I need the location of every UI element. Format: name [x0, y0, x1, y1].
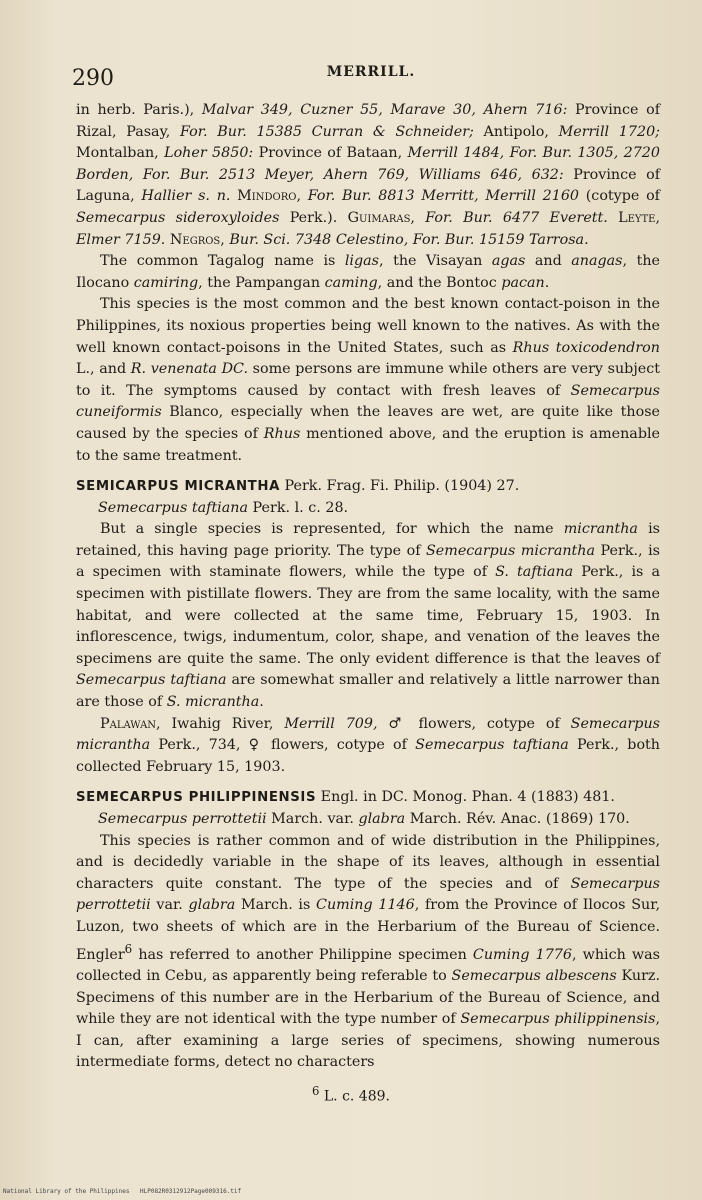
scan-tag-filename: HLP082R0312912Page009316.tif: [140, 1188, 242, 1195]
running-head: MERRILL.: [326, 64, 416, 80]
contact-poison-paragraph: This species is the most common and the best known contact-poison in the Philippines, its noxious properties being well known to the natives. As with the well known contact-poisons in the United States, such as Rhus toxicodendron L., and R. venenata DC. some persons are immune while others are very subject to it. The symptoms caused by contact with fresh leaves of Semecarpus cuneiformis Blanco, especially when the leaves are wet, are quite like those caused by the species of Rhus mentioned above, and the eruption is amenable to the same treatment.: [76, 296, 661, 464]
palawan-specimens-paragraph: Palawan, Iwahig River, Merrill 709, ♂ flowers, cotype of Semecarpus micrantha Perk., 734, ♀ flowers, cotype of Semecarpus taftiana Perk., both collected February 15, 1903.: [76, 715, 661, 775]
micrantha-discussion-paragraph: But a single species is represented, for which the name micrantha is retained, this having page priority. The type of Semecarpus micrantha Perk., is a specimen with staminate flowers, while the type of S. taftiana Perk., is a specimen with pistillate flowers. They are from the same locality, with the same habitat, and were collected at the same time, February 15, 1903. In inflorescence, twigs, indumentum, color, shape, and venation of the leaves the specimens are quite the same. The only evident difference is that the leaves of Semecarpus taftiana are somewhat smaller and relatively a little narrower than are those of S. micrantha.: [76, 521, 660, 711]
synonym-perrottetii: Semecarpus perrottetii March. var. glabra March. Rév. Anac. (1869) 170.: [98, 811, 630, 827]
synonym-taftiana: Semecarpus taftiana Perk. l. c. 28.: [98, 499, 349, 516]
footnote-text: L. c. 489.: [319, 1088, 390, 1105]
footnote-marker: 6: [124, 941, 133, 956]
species-heading-philippinensis: SEMECARPUS PHILIPPINENSIS Engl. in DC. Monog. Phan. 4 (1883) 481.: [76, 789, 615, 806]
scan-tag: [0, 1188, 702, 1198]
page-body: [76, 100, 660, 1074]
specimen-list-paragraph: in herb. Paris.), Malvar 349, Cuzner 55, Marave 30, Ahern 716: Province of Rizal, Pasay, For. Bur. 15385 Curran & Schneider; Antipolo, Merrill 1720; Montalban, Loher 5850: Province of Bataan, Merrill 1484, For. Bur. 1305, 2720 Borden, For. Bur. 2513 Meyer, Ahern 769, Williams 646, 632: Province of Laguna, Hallier s. n. Mindoro, For. Bur. 8813 Merritt, Merrill 2160 (cotype of Semecarpus sideroxyloides Perk.). Guimaras, For. Bur. 6477 Everett. Leyte, Elmer 7159. Negros, Bur. Sci. 7348 Celestino, For. Bur. 15159 Tarrosa.: [76, 102, 661, 248]
species-heading-micrantha: SEMICARPUS MICRANTHA Perk. Frag. Fi. Philip. (1904) 27.: [76, 478, 520, 495]
common-names-paragraph: The common Tagalog name is ligas, the Visayan agas and anagas, the Ilocano camiring, the Pampangan caming, and the Bontoc pacan.: [76, 253, 660, 291]
footnote: [0, 1084, 702, 1105]
page-header: [72, 60, 670, 94]
footnote-number: 6: [312, 1084, 320, 1098]
scan-tag-library: National Library of the Philippines: [3, 1188, 130, 1195]
philippinensis-discussion-paragraph: This species is rather common and of wide distribution in the Philippines, and is decidedly variable in the shape of its leaves, although in essential characters quite constant. The type of the species and of Semecarpus perrottetii var. glabra March. is Cuming 1146, from the Province of Ilocos Sur, Luzon, two sheets of which are in the Herbarium of the Bureau of Science. Engler$^6$ has referred to another Philippine specimen Cuming 1776, which was collected in Cebu, as apparently being referable to Semecarpus albescens Kurz. Specimens of this number are in the Herbarium of the Bureau of Science, and while they are not identical with the type number of Semecarpus philippinensis, I can, after examining a large series of specimens, showing numerous intermediate forms, detect no characters: [76, 832, 661, 1071]
page-number: 290: [72, 66, 114, 91]
